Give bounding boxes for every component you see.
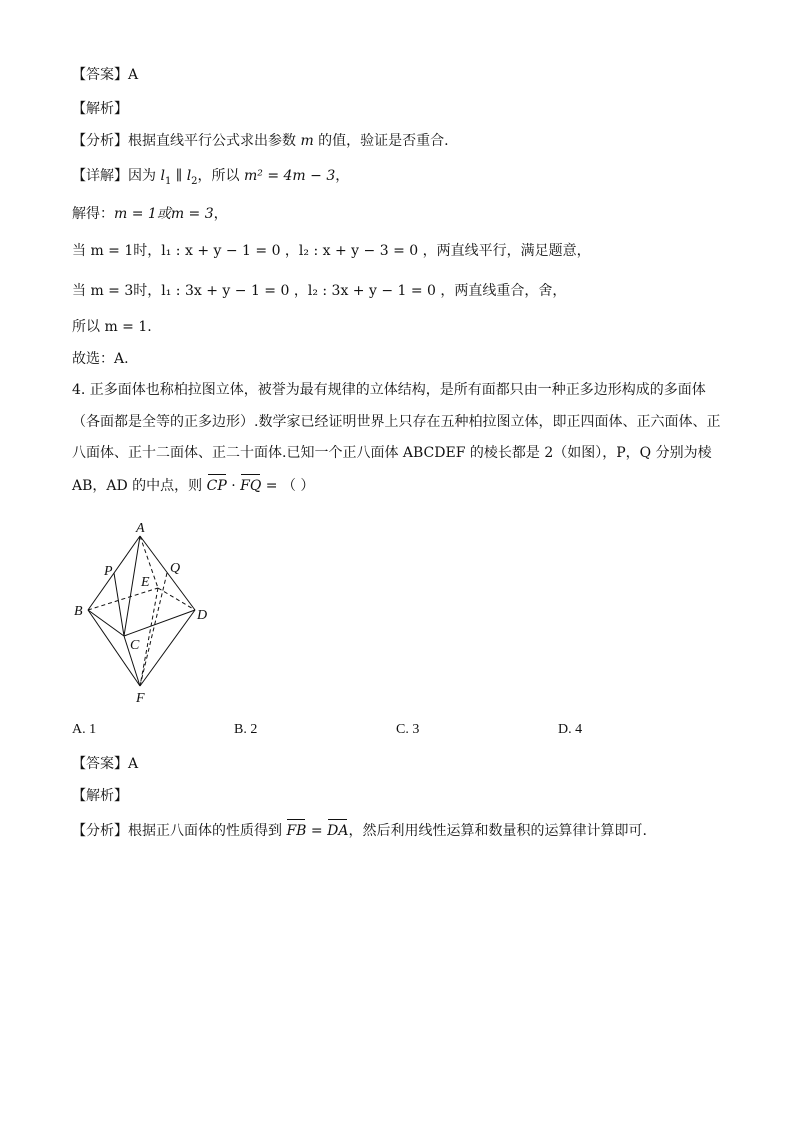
q4-stem-line-3: 八面体、正十二面体、正二十面体.已知一个正八面体 ABCDEF 的棱长都是 2（如图），P，Q 分别为棱 bbox=[72, 445, 712, 461]
edge-de bbox=[158, 588, 195, 610]
line-l1: l bbox=[160, 168, 165, 184]
solve-end: ， bbox=[213, 206, 228, 222]
vector-cp: CP bbox=[206, 478, 227, 494]
stem-blank: = （ ） bbox=[261, 478, 315, 494]
q4-stem-line-2: （各面都是全等的正多边形）.数学家已经证明世界上只存在五种柏拉图立体，即正四面体、正六面体、正 bbox=[72, 414, 721, 430]
stem-text: AB，AD 的中点，则 bbox=[72, 478, 207, 494]
edge-cd bbox=[124, 610, 195, 636]
segment-cp bbox=[114, 573, 124, 636]
label-p: P bbox=[104, 564, 113, 579]
sub-1: 1 bbox=[164, 175, 172, 187]
fenxi-label: 【分析】 bbox=[72, 133, 128, 149]
line-l2: l bbox=[186, 168, 192, 184]
q3-analysis-heading: 【解析】 bbox=[72, 101, 128, 117]
q3-conclusion-line: 所以 m = 1. bbox=[72, 319, 152, 335]
detail-text: 因为 bbox=[128, 168, 161, 184]
octahedron-figure bbox=[70, 518, 220, 708]
option-d[interactable]: D. 4 bbox=[558, 722, 583, 737]
fenxi-text-end: ，然后利用线性运算和数量积的运算律计算即可. bbox=[348, 823, 647, 839]
edge-bc bbox=[88, 610, 124, 636]
answer-value: A bbox=[128, 67, 139, 83]
option-b[interactable]: B. 2 bbox=[234, 722, 258, 737]
label-q: Q bbox=[170, 561, 181, 576]
label-e: E bbox=[141, 575, 150, 590]
edge-ef bbox=[140, 588, 158, 686]
answer-label: 【答案】 bbox=[72, 67, 128, 83]
detail-text-b: ，所以 bbox=[197, 168, 244, 184]
option-c[interactable]: C. 3 bbox=[396, 722, 420, 737]
vector-da: DA bbox=[327, 823, 349, 839]
option-a[interactable]: A. 1 bbox=[72, 722, 97, 737]
q4-stem-line-1: 4. 正多面体也称柏拉图立体，被誉为最有规律的立体结构，是所有面都只由一种正多边形构成的多面体 bbox=[72, 382, 706, 398]
label-b: B bbox=[74, 604, 83, 619]
solve-text: 解得： bbox=[72, 206, 114, 222]
detail-label: 【详解】 bbox=[72, 168, 128, 184]
detail-equation: m² = 4m − 3 bbox=[244, 168, 336, 184]
answer-value: A bbox=[128, 756, 139, 772]
equals-sign: = bbox=[306, 823, 328, 839]
label-a: A bbox=[136, 521, 145, 536]
edge-ad bbox=[140, 536, 195, 610]
q3-fenxi-line bbox=[72, 132, 449, 150]
fenxi-text-end: 的值，验证是否重合. bbox=[313, 133, 449, 149]
q3-detail-line bbox=[72, 167, 349, 191]
parallel-symbol: ∥ bbox=[171, 168, 187, 184]
label-c: C bbox=[130, 638, 140, 653]
dot-operator: · bbox=[226, 478, 241, 494]
q3-case1-line: 当 m = 1时，l₁ : x + y − 1 = 0 ，l₂ : x + y − 3 = 0 ，两直线平行，满足题意， bbox=[72, 243, 591, 259]
edge-df bbox=[140, 610, 195, 686]
q3-choose-line: 故选：A. bbox=[72, 351, 129, 367]
label-f: F bbox=[136, 691, 145, 706]
sub-2: 2 bbox=[191, 175, 198, 187]
solve-equation: m = 1或m = 3 bbox=[114, 206, 214, 222]
label-d: D bbox=[197, 608, 208, 623]
vector-fb: FB bbox=[286, 823, 307, 839]
q3-answer-line bbox=[72, 66, 138, 84]
detail-end: ， bbox=[335, 168, 350, 184]
q3-case2-line: 当 m = 3时，l₁ : 3x + y − 1 = 0 ，l₂ : 3x + y − 1 = 0 ，两直线重合，舍， bbox=[72, 283, 567, 299]
vector-fq: FQ bbox=[240, 478, 262, 494]
edge-be bbox=[88, 588, 158, 610]
q3-solve-line bbox=[72, 205, 228, 223]
fenxi-text: 根据正八面体的性质得到 bbox=[128, 823, 287, 839]
q4-analysis-heading: 【解析】 bbox=[72, 788, 128, 804]
fenxi-text: 根据直线平行公式求出参数 bbox=[128, 133, 301, 149]
edge-ac bbox=[124, 536, 140, 636]
q4-stem-line-4 bbox=[72, 477, 314, 495]
q4-answer-line bbox=[72, 755, 138, 773]
fenxi-var: m bbox=[300, 133, 314, 149]
answer-label: 【答案】 bbox=[72, 756, 128, 772]
q4-fenxi-line bbox=[72, 822, 647, 840]
fenxi-label: 【分析】 bbox=[72, 823, 128, 839]
